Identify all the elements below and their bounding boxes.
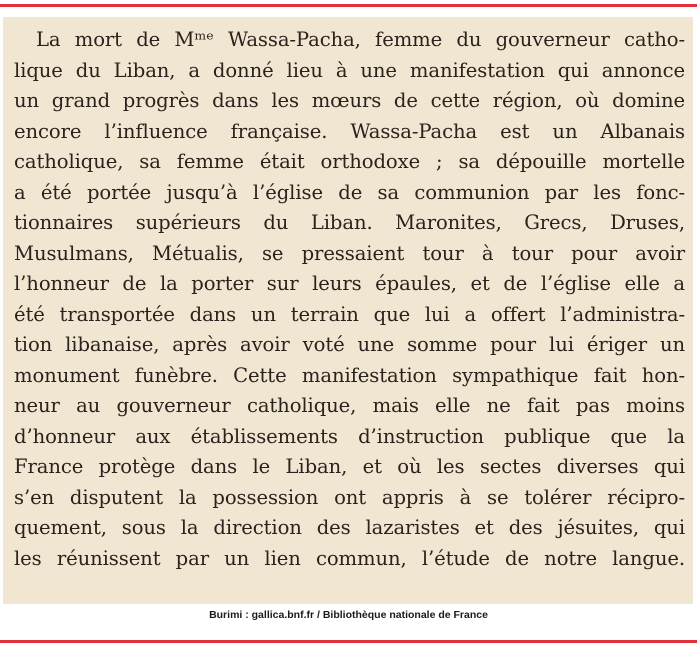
text-line: neur au gouverneur catholique, mais elle ne fait pas moins [14,394,685,417]
text-line: Musulmans, Métualis, se pressaient tour à tour pour avoir [14,241,685,265]
text-line: lique du Liban, a donné lieu à une manifestation qui annonce [14,58,685,82]
source-credit: Burimi : gallica.bnf.fr / Bibliothèque nationale de France [209,609,488,621]
text-line: l’honneur de la porter sur leurs épaules, et de l’église elle a [14,272,685,295]
text-line: La mort de Mᵐᵉ Wassa-Pacha, femme du gouverneur catho- [36,28,685,51]
text-line: quement, sous la direction des lazaristes et des jésuites, qui [14,516,685,539]
text-line: été transportée dans un terrain que lui a offert l’administra- [14,302,685,326]
top-red-rule [0,4,697,7]
text-line: d’honneur aux établissements d’instruction publique que la [14,424,685,448]
text-line: a été portée jusqu’à l’église de sa communion par les fonc- [14,180,685,204]
newspaper-clipping [3,17,693,604]
bottom-red-rule [0,640,697,643]
text-line: catholique, sa femme était orthodoxe ; sa dépouille mortelle [14,150,685,173]
text-line: France protège dans le Liban, et où les sectes diverses qui [14,455,685,478]
text-line: s’en disputent la possession ont appris à se tolérer récipro- [14,485,685,509]
text-line: tionnaires supérieurs du Liban. Maronites, Grecs, Druses, [14,211,685,234]
text-line: encore l’influence française. Wassa-Pacha est un Albanais [14,119,685,143]
text-line: monument funèbre. Cette manifestation sympathique fait hon- [14,363,685,387]
text-line: tion libanaise, après avoir voté une somme pour lui ériger un [14,333,685,356]
text-line: un grand progrès dans les mœurs de cette région, où domine [14,89,685,112]
text-line: les réunissent par un lien commun, l’étude de notre langue. [14,546,685,570]
